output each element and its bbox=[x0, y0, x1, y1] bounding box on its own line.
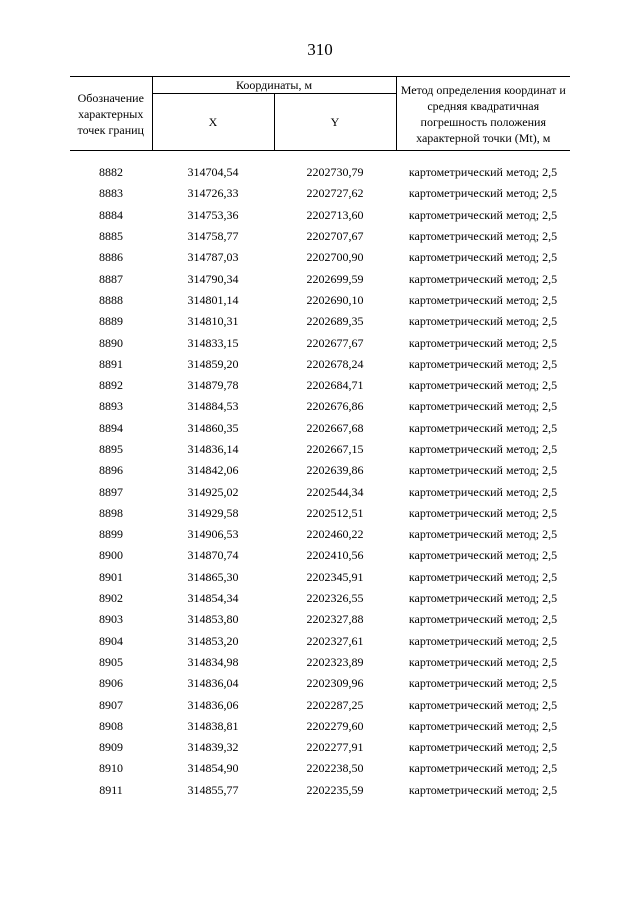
point-number-cell: 8911 bbox=[99, 782, 123, 797]
x-coordinate-cell: 314929,58 bbox=[187, 505, 239, 520]
method-cell: картометрический метод; 2,5 bbox=[408, 676, 558, 691]
table-header bbox=[70, 77, 570, 151]
y-coordinate-cell: 2202700,90 bbox=[306, 250, 364, 265]
x-coordinate-cell: 314854,90 bbox=[187, 761, 239, 776]
x-coordinate-cell: 314865,30 bbox=[187, 569, 239, 584]
y-coordinate-cell: 2202713,60 bbox=[306, 207, 364, 222]
x-coordinate-cell: 314704,54 bbox=[187, 165, 239, 180]
method-cell: картометрический метод; 2,5 bbox=[408, 740, 558, 755]
table-row bbox=[70, 780, 570, 801]
y-coordinate-cell: 2202326,55 bbox=[306, 591, 364, 606]
point-number-cell: 8907 bbox=[99, 697, 123, 712]
table-row bbox=[70, 481, 570, 502]
table-row bbox=[70, 375, 570, 396]
x-coordinate-cell: 314726,33 bbox=[187, 186, 239, 201]
x-coordinate-cell: 314842,06 bbox=[187, 463, 239, 478]
point-number-cell: 8890 bbox=[99, 335, 123, 350]
y-coordinate-cell: 2202727,62 bbox=[306, 186, 364, 201]
y-coordinate-cell: 2202410,56 bbox=[306, 548, 364, 563]
x-coordinate-cell: 314810,31 bbox=[187, 314, 239, 329]
table-row bbox=[70, 545, 570, 566]
y-coordinate-cell: 2202277,91 bbox=[306, 740, 364, 755]
table-row bbox=[70, 311, 570, 332]
point-number-cell: 8903 bbox=[99, 612, 123, 627]
method-cell: картометрический метод; 2,5 bbox=[408, 378, 558, 393]
y-coordinate-cell: 2202667,68 bbox=[306, 420, 364, 435]
table-row bbox=[70, 396, 570, 417]
x-coordinate-cell: 314839,32 bbox=[187, 740, 239, 755]
table-row bbox=[70, 418, 570, 439]
x-coordinate-cell: 314879,78 bbox=[187, 378, 239, 393]
y-coordinate-cell: 2202677,67 bbox=[306, 335, 364, 350]
point-number-cell: 8888 bbox=[99, 292, 123, 307]
method-cell: картометрический метод; 2,5 bbox=[408, 442, 558, 456]
x-coordinate-cell: 314853,80 bbox=[187, 612, 239, 627]
method-cell: картометрический метод; 2,5 bbox=[408, 250, 558, 265]
y-coordinate-cell: 2202730,79 bbox=[306, 165, 364, 180]
x-coordinate-cell: 314758,77 bbox=[187, 229, 239, 244]
x-coordinate-cell: 314855,77 bbox=[187, 782, 239, 797]
point-number-cell: 8893 bbox=[99, 399, 123, 414]
point-number-cell: 8899 bbox=[99, 527, 123, 542]
y-coordinate-cell: 2202690,10 bbox=[306, 292, 364, 307]
table-row bbox=[70, 354, 570, 375]
point-number-cell: 8889 bbox=[99, 314, 123, 329]
x-coordinate-cell: 314854,34 bbox=[187, 591, 239, 606]
method-cell: картометрический метод; 2,5 bbox=[408, 718, 558, 733]
y-coordinate-cell: 2202684,71 bbox=[306, 378, 364, 393]
method-cell: картометрический метод; 2,5 bbox=[408, 761, 558, 776]
method-cell: картометрический метод; 2,5 bbox=[408, 229, 558, 244]
y-coordinate-cell: 2202678,24 bbox=[306, 356, 364, 371]
method-cell: картометрический метод; 2,5 bbox=[408, 633, 558, 648]
method-cell: картометрический метод; 2,5 bbox=[408, 569, 558, 584]
method-cell: картометрический метод; 2,5 bbox=[408, 335, 558, 350]
y-coordinate-cell: 2202707,67 bbox=[306, 229, 364, 244]
method-cell: картометрический метод; 2,5 bbox=[408, 186, 558, 201]
point-number-cell: 8901 bbox=[99, 569, 123, 584]
point-number-cell: 8904 bbox=[99, 633, 123, 648]
table-row bbox=[70, 673, 570, 694]
x-coordinate-cell: 314790,34 bbox=[187, 271, 239, 286]
point-number-cell: 8882 bbox=[99, 165, 123, 180]
y-coordinate-cell: 2202287,25 bbox=[306, 697, 364, 712]
x-coordinate-cell: 314925,02 bbox=[187, 484, 239, 499]
y-coordinate-cell: 2202238,50 bbox=[306, 761, 364, 776]
method-cell: картометрический метод; 2,5 bbox=[408, 399, 558, 414]
header-y: Y bbox=[274, 94, 396, 151]
x-coordinate-cell: 314836,04 bbox=[187, 676, 239, 691]
table-row bbox=[70, 439, 570, 460]
point-number-cell: 8897 bbox=[99, 484, 123, 499]
method-cell: картометрический метод; 2,5 bbox=[408, 463, 558, 478]
point-number-cell: 8905 bbox=[99, 654, 123, 669]
y-coordinate-cell: 2202460,22 bbox=[306, 527, 364, 542]
point-number-cell: 8902 bbox=[99, 591, 123, 606]
method-cell: картометрический метод; 2,5 bbox=[408, 612, 558, 627]
method-cell: картометрический метод; 2,5 bbox=[408, 505, 558, 520]
method-cell: картометрический метод; 2,5 bbox=[408, 420, 558, 435]
method-cell: картометрический метод; 2,5 bbox=[408, 548, 558, 563]
table-row bbox=[70, 567, 570, 588]
x-coordinate-cell: 314870,74 bbox=[187, 548, 239, 563]
x-coordinate-cell: 314787,03 bbox=[187, 250, 239, 265]
table-row bbox=[70, 460, 570, 481]
x-coordinate-cell: 314859,20 bbox=[187, 356, 239, 371]
table-row bbox=[70, 694, 570, 715]
header-coordinates: Координаты, м bbox=[152, 77, 396, 94]
x-coordinate-cell: 314836,06 bbox=[187, 697, 239, 712]
table-row bbox=[70, 737, 570, 758]
header-method: Метод определения координат и средняя квадратичная погрешность положения характерной точки (Mt), м bbox=[396, 77, 570, 151]
method-cell: картометрический метод; 2,5 bbox=[408, 591, 558, 606]
y-coordinate-cell: 2202323,89 bbox=[306, 654, 364, 669]
point-number-cell: 8896 bbox=[99, 463, 123, 478]
y-coordinate-cell: 2202667,15 bbox=[306, 442, 364, 456]
y-coordinate-cell: 2202279,60 bbox=[306, 718, 364, 733]
point-number-cell: 8894 bbox=[99, 420, 123, 435]
x-coordinate-cell: 314834,98 bbox=[187, 654, 239, 669]
point-number-cell: 8909 bbox=[99, 740, 123, 755]
method-cell: картометрический метод; 2,5 bbox=[408, 527, 558, 542]
y-coordinate-cell: 2202639,86 bbox=[306, 463, 364, 478]
point-number-cell: 8883 bbox=[99, 186, 123, 201]
y-coordinate-cell: 2202327,88 bbox=[306, 612, 364, 627]
y-coordinate-cell: 2202512,51 bbox=[306, 505, 364, 520]
point-number-cell: 8884 bbox=[99, 207, 123, 222]
table-row bbox=[70, 290, 570, 311]
x-coordinate-cell: 314838,81 bbox=[187, 718, 239, 733]
point-number-cell: 8885 bbox=[99, 229, 123, 244]
table-row bbox=[70, 247, 570, 268]
point-number-cell: 8910 bbox=[99, 761, 123, 776]
point-number-cell: 8900 bbox=[99, 548, 123, 563]
table-row bbox=[70, 631, 570, 652]
y-coordinate-cell: 2202689,35 bbox=[306, 314, 364, 329]
x-coordinate-cell: 314836,14 bbox=[187, 442, 239, 456]
point-number-cell: 8891 bbox=[99, 356, 123, 371]
point-number-cell: 8906 bbox=[99, 676, 123, 691]
table-row bbox=[70, 652, 570, 673]
point-number-cell: 8887 bbox=[99, 271, 123, 286]
table-row bbox=[70, 758, 570, 779]
point-number-cell: 8908 bbox=[99, 718, 123, 733]
table-row bbox=[70, 503, 570, 524]
header-x: X bbox=[152, 94, 274, 151]
coordinates-table bbox=[70, 76, 570, 801]
method-cell: картометрический метод; 2,5 bbox=[408, 207, 558, 222]
x-coordinate-cell: 314860,35 bbox=[187, 420, 239, 435]
point-number-cell: 8886 bbox=[99, 250, 123, 265]
y-coordinate-cell: 2202309,96 bbox=[306, 676, 364, 691]
page-number: 310 bbox=[307, 40, 333, 59]
method-cell: картометрический метод; 2,5 bbox=[408, 654, 558, 669]
table-row bbox=[70, 588, 570, 609]
method-cell: картометрический метод; 2,5 bbox=[408, 484, 558, 499]
table-row bbox=[70, 332, 570, 353]
y-coordinate-cell: 2202676,86 bbox=[306, 399, 364, 414]
table-body bbox=[70, 151, 570, 801]
x-coordinate-cell: 314853,20 bbox=[187, 633, 239, 648]
table-row bbox=[70, 226, 570, 247]
table-row bbox=[70, 183, 570, 204]
y-coordinate-cell: 2202699,59 bbox=[306, 271, 364, 286]
x-coordinate-cell: 314801,14 bbox=[187, 292, 239, 307]
table-row bbox=[70, 162, 570, 183]
method-cell: картометрический метод; 2,5 bbox=[408, 314, 558, 329]
y-coordinate-cell: 2202235,59 bbox=[306, 782, 364, 797]
table-row bbox=[70, 716, 570, 737]
point-number-cell: 8895 bbox=[99, 442, 123, 456]
method-cell: картометрический метод; 2,5 bbox=[408, 356, 558, 371]
method-cell: картометрический метод; 2,5 bbox=[408, 782, 558, 797]
method-cell: картометрический метод; 2,5 bbox=[408, 292, 558, 307]
y-coordinate-cell: 2202544,34 bbox=[306, 484, 364, 499]
x-coordinate-cell: 314906,53 bbox=[187, 527, 239, 542]
method-cell: картометрический метод; 2,5 bbox=[408, 165, 558, 180]
x-coordinate-cell: 314884,53 bbox=[187, 399, 239, 414]
table-row bbox=[70, 205, 570, 226]
method-cell: картометрический метод; 2,5 bbox=[408, 697, 558, 712]
method-cell: картометрический метод; 2,5 bbox=[408, 271, 558, 286]
x-coordinate-cell: 314753,36 bbox=[187, 207, 239, 222]
header-point: Обозначение характерных точек границ bbox=[70, 77, 152, 151]
point-number-cell: 8898 bbox=[99, 505, 123, 520]
y-coordinate-cell: 2202345,91 bbox=[306, 569, 364, 584]
point-number-cell: 8892 bbox=[99, 378, 123, 393]
table-row bbox=[70, 268, 570, 289]
table-row bbox=[70, 524, 570, 545]
y-coordinate-cell: 2202327,61 bbox=[306, 633, 364, 648]
table-row bbox=[70, 609, 570, 630]
x-coordinate-cell: 314833,15 bbox=[187, 335, 239, 350]
